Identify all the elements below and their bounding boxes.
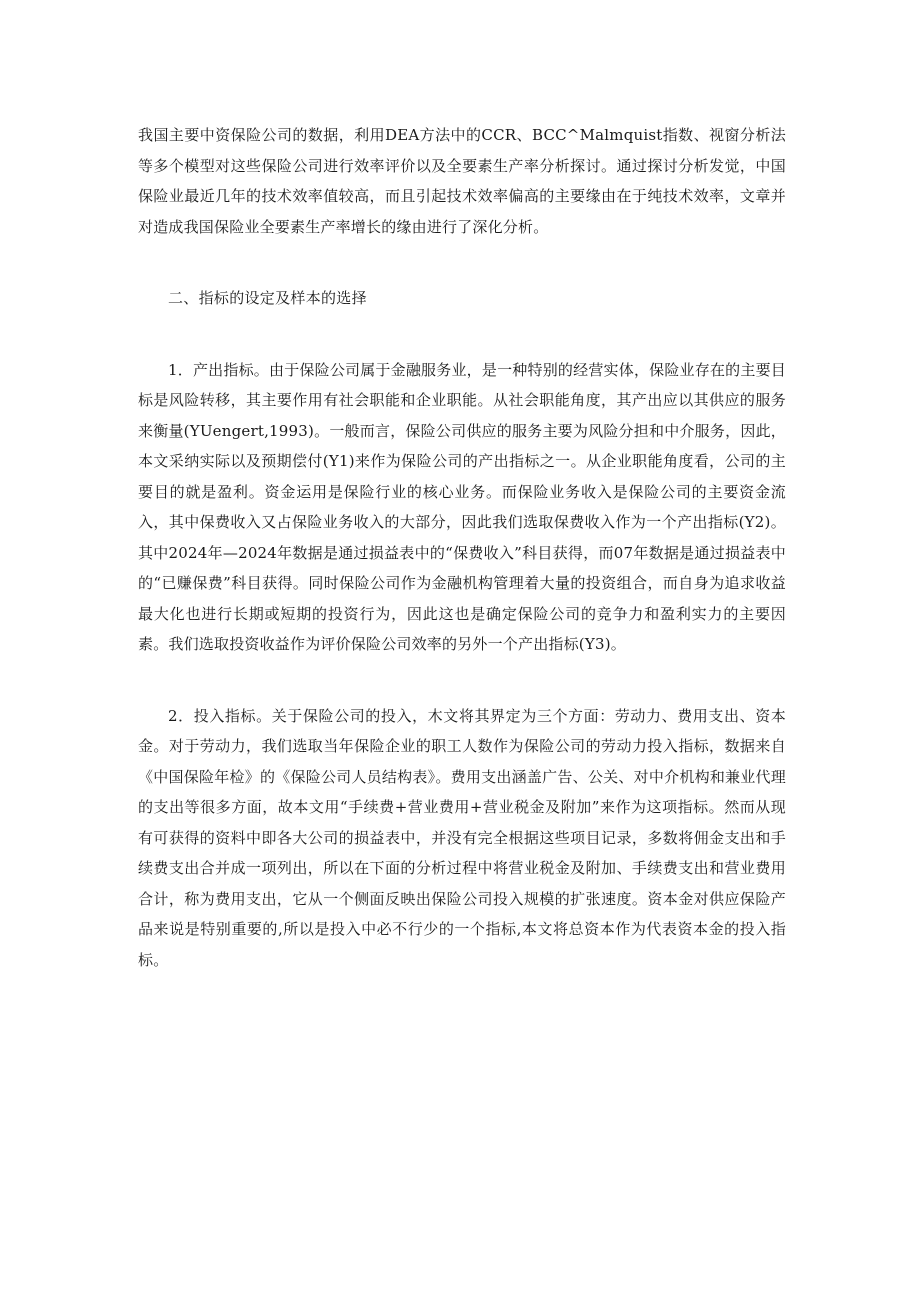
document-page xyxy=(138,120,786,975)
section-heading: 二、指标的设定及样本的选择 xyxy=(168,289,367,307)
spacer xyxy=(138,660,786,701)
input-indicators-paragraph: 2．投入指标。关于保险公司的投入，木文将其界定为三个方面：劳动力、费用支出、资本金。对于劳动力，我们选取当年保险企业的职工人数作为保险公司的劳动力投入指标，数据来自《中国保险年检》的《保险公司人员结构表》。费用支出涵盖广告、公关、对中介机构和兼业代理的支出等很多方面，故本文用“手续费+营业费用+营业税金及附加”来作为这项指标。然而从现有可获得的资料中即各大公司的损益表中，并没有完全根据这些项目记录，多数将佣金支出和手续费支出合并成一项列出，所以在下面的分析过程中将营业税金及附加、手续费支出和营业费用合计，称为费用支出，它从一个侧面反映出保险公司投入规模的扩张速度。资本金对供应保险产品来说是特别重要的,所以是投入中必不行少的一个指标,本文将总资本作为代表资本金的投入指标。 xyxy=(138,706,786,969)
spacer xyxy=(138,314,786,355)
spacer xyxy=(138,242,786,283)
output-indicators-paragraph: 1．产出指标。由于保险公司属于金融服务业，是一种特别的经营实体，保险业存在的主要目标是风险转移，其主要作用有社会职能和企业职能。从社会职能角度，其产出应以其供应的服务来衡量(YUengert,1993)。一般而言，保险公司供应的服务主要为风险分担和中介服务，因此，本文采纳实际以及预期偿付(Y1)来作为保险公司的产出指标之一。从企业职能角度看，公司的主要目的就是盈利。资金运用是保险行业的核心业务。而保险业务收入是保险公司的主要资金流入，其中保费收入又占保险业务收入的大部分，因此我们选取保费收入作为一个产出指标(Y2)。其中2024年—2024年数据是通过损益表中的“保费收入”科目获得，而07年数据是通过损益表中的“已赚保费”科目获得。同时保险公司作为金融机构管理着大量的投资组合，而自身为追求收益最大化也进行长期或短期的投资行为，因此这也是确定保险公司的竞争力和盈利实力的主要因素。我们选取投资收益作为评价保险公司效率的另外一个产出指标(Y3)。 xyxy=(138,360,786,653)
intro-paragraph: 我国主要中资保险公司的数据，利用DEA方法中的CCR、BCC^Malmquist指数、视窗分析法等多个模型对这些保险公司进行效率评价以及全要素生产率分析探讨。通过探讨分析发觉，中国保险业最近几年的技术效率值较高，而且引起技术效率偏高的主要缘由在于纯技术效率，文章并对造成我国保险业全要素生产率增长的缘由进行了深化分析。 xyxy=(138,126,786,236)
